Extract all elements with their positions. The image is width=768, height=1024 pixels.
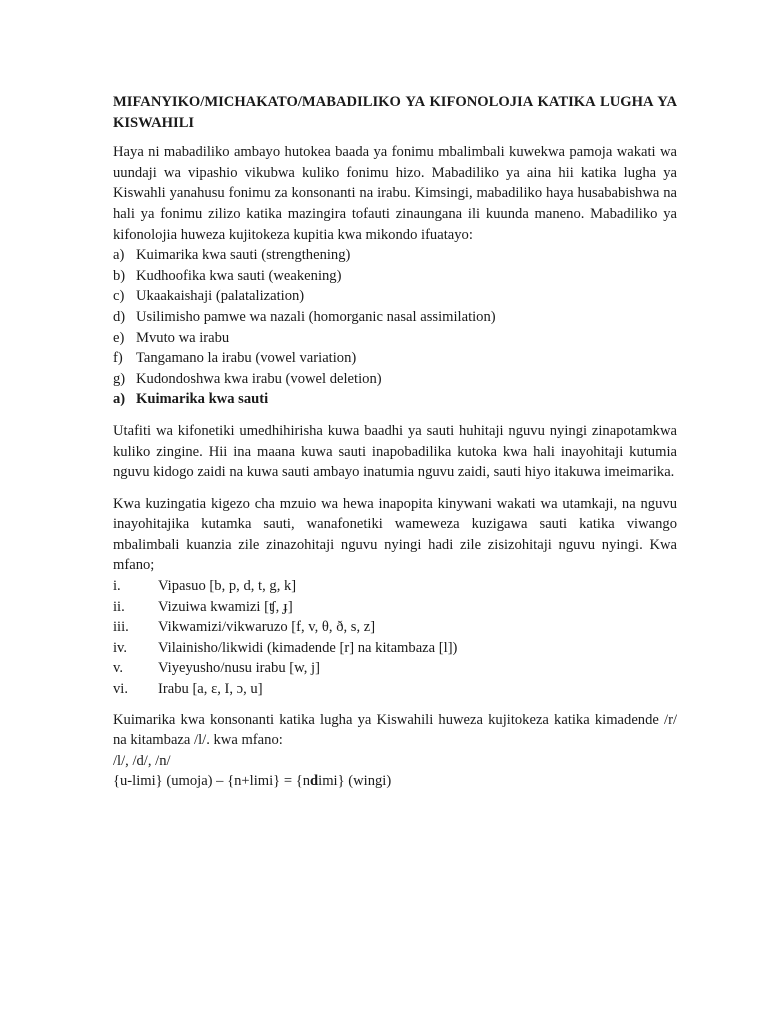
list-item-text: Kudhoofika kwa sauti (weakening)	[136, 267, 342, 284]
list-marker: b)	[113, 267, 126, 284]
list-item-text: Ukaakaishaji (palatalization)	[136, 288, 305, 305]
list-marker: c)	[113, 288, 125, 305]
list-marker: d)	[113, 308, 126, 325]
list-item	[113, 245, 677, 266]
intro-paragraph: Haya ni mabadiliko ambayo hutokea baada ya fonimu mbalimbali kuwekwa pamoja wakati wa uundaji wa vipashio vikubwa kuliko fonimu hizo. Mabadiliko ya aina hii katika lugha ya Kiswahli yanahusu fonimu za konsonanti na irabu. Kimsingi, mabadiliko haya husababishwa na hali ya fonimu zilizo katika mazingira tofauti zinaungana ili kuunda maneno. Mabadiliko ya kifonolojia huweza kujitokeza kupitia kwa mikondo ifuatayo:	[113, 144, 677, 243]
list-item	[113, 658, 677, 679]
list-item	[113, 617, 677, 638]
list-item-text: Vilainisho/likwidi (kimadende [r] na kitambaza [l])	[158, 639, 458, 656]
list-item	[113, 576, 677, 597]
document-page	[113, 92, 677, 792]
list-marker: iii.	[113, 619, 129, 636]
list-item-text: Vipasuo [b, p, d, t, g, k]	[158, 578, 297, 595]
example-line	[113, 771, 677, 792]
list-marker: i.	[113, 578, 121, 595]
list-item	[113, 307, 677, 328]
list-item	[113, 286, 677, 307]
list-marker: g)	[113, 370, 126, 387]
list-item	[113, 369, 677, 390]
list-item-text: Viyeyusho/nusu irabu [w, j]	[158, 660, 320, 677]
section-marker: a)	[113, 391, 126, 408]
list-item	[113, 348, 677, 369]
list-marker: e)	[113, 329, 125, 346]
list-marker: v.	[113, 660, 123, 677]
list-item	[113, 328, 677, 349]
list-item-text: Mvuto wa irabu	[136, 329, 230, 346]
example-part-1: {u-limi} (umoja) – {n+limi} = {n	[113, 773, 311, 790]
list-item	[113, 266, 677, 287]
list-marker: ii.	[113, 598, 125, 615]
section-paragraph-3: Kuimarika kwa konsonanti katika lugha ya Kiswahili huweza kujitokeza katika kimadende /r/ na kitambaza /l/. kwa mfano:	[113, 711, 677, 749]
list-item-text: Vikwamizi/vikwaruzo [f, v, θ, ð, s, z]	[158, 619, 376, 636]
list-item-text: Irabu [a, ɛ, I, ɔ, u]	[158, 681, 263, 698]
sound-class-list	[113, 576, 677, 700]
list-marker: a)	[113, 247, 125, 264]
section-title: Kuimarika kwa sauti	[136, 391, 269, 408]
example-bold-char: d	[310, 773, 319, 790]
list-marker: vi.	[113, 681, 128, 698]
list-item-text: Tangamano la irabu (vowel variation)	[136, 350, 357, 367]
document-title: MIFANYIKO/MICHAKATO/MABADILIKO YA KIFONOLOJIA KATIKA LUGHA YA KISWAHILI	[113, 94, 677, 131]
example-part-2: imi} (wingi)	[318, 773, 392, 790]
list-item-text: Kuimarika kwa sauti (strengthening)	[136, 247, 351, 264]
section-heading	[113, 389, 677, 410]
list-item	[113, 679, 677, 700]
section-paragraph-2: Kwa kuzingatia kigezo cha mzuio wa hewa inapopita kinywani wakati wa utamkaji, na nguvu inayohitajika kutamka sauti, wanafonetiki wameweza kuzigawa sauti katika viwango mbalimbali kuanzia zile zinazohitaji nguvu nyingi hadi zile zisizohitaji nguvu nyingi. Kwa mfano;	[113, 495, 677, 574]
phoneme-line: /l/, /d/, /n/	[113, 752, 171, 769]
list-item-text: Usilimisho pamwe wa nazali (homorganic nasal assimilation)	[136, 308, 496, 325]
list-item	[113, 638, 677, 659]
list-marker: f)	[113, 350, 123, 367]
list-item	[113, 597, 677, 618]
section-paragraph-1: Utafiti wa kifonetiki umedhihirisha kuwa baadhi ya sauti huhitaji nguvu nyingi zinapotamkwa kuliko zingine. Hii ina maana kuwa sauti inapobadilika kutoka kwa hali inayohitaji kutumia nguvu kidogo zaidi na kuwa sauti ambayo inatumia nguvu zaidi, sauti hiyo itakuwa imeimarika.	[113, 422, 677, 481]
list-marker: iv.	[113, 639, 128, 656]
list-item-text: Kudondoshwa kwa irabu (vowel deletion)	[136, 370, 382, 387]
process-list	[113, 245, 677, 389]
list-item-text: Vizuiwa kwamizi [ʧ, ɟ]	[158, 598, 293, 615]
